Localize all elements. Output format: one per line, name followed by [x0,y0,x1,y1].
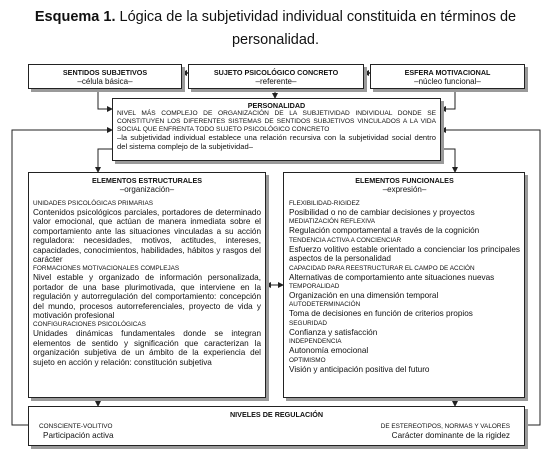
section-head-autodeterminacion: AUTODETERMINACIÓN [289,301,361,309]
section-text-temporalidad: Organización en una dimensión temporal [289,291,439,301]
arrow-esfera-personalidad [441,89,455,109]
niveles-left-text: Participación activa [43,431,114,440]
section-text-seguridad: Confianza y satisfacción [289,327,378,337]
section-head-mediatizacion: MEDIATIZACIÓN REFLEXIVA [289,218,376,226]
niveles-right [381,422,510,440]
niveles-right-head: DE ESTEREOTIPOS, NORMAS Y VALORES [380,423,510,430]
section-head-configuraciones: CONFIGURACIONES PSICOLÓGICAS [33,321,146,329]
section-text-autodeterminacion: Toma de decisiones en función de criterios propios [289,309,473,319]
arrow-personalidad-estructurales [98,149,112,172]
section-head-flexibilidad: FLEXIBILIDAD-RIGIDEZ [289,200,360,207]
section-text-optimismo: Visión y anticipación positiva del futuro [289,364,430,374]
box-sujeto-psicologico [188,64,364,89]
section-head-tendencia: TENDENCIA ACTIVA A CONCIENCIAR [289,236,402,244]
section-head-optimismo: OPTIMISMO [289,356,326,364]
funcionales-subtitle: –expresión– [382,185,427,194]
figure-title-label: Esquema 1. [34,9,116,25]
section-text-configuraciones: Unidades dinámicas fundamentales donde se integran elementos de sentido y significación que caracterizan la organización subjetiva de un ámbito de la experiencia del sujeto en acción y relación: constitución subjetiva [33,329,261,367]
esfera-title: ESFERA MOTIVACIONAL [404,68,491,77]
arrow-personalidad-funcionales [441,149,455,172]
personalidad-definition: NIVEL MÁS COMPLEJO DE ORGANIZACIÓN DE LA SUBJETIVIDAD INDIVIDUAL DONDE SE CONSTITUYEN LOS DIFERENTES SISTEMAS DE SENTIDOS SUBJETIVOS VINCULADOS A LA VIDA SOCIAL QUE ENFRENTA TODO SUJETO PSICOLÓGICO CONCRETO [117,110,436,133]
esfera-subtitle: –núcleo funcional– [414,77,481,86]
section-text-flexibilidad: Posibilidad o no de cambiar decisiones y proyectos [289,208,475,217]
funcionales-title: ELEMENTOS FUNCIONALES [355,176,454,185]
sentidos-subtitle: –célula básica– [77,77,133,86]
section-text-mediatizacion: Regulación comportamental a través de la cognición [289,226,480,236]
sujeto-title: SUJETO PSICOLÓGICO CONCRETO [213,68,339,77]
estructurales-title: ELEMENTOS ESTRUCTURALES [91,176,203,185]
box-sentidos-subjetivos [28,64,182,89]
section-text-tendencia: Esfuerzo volitivo estable orientado a concienciar los principales aspectos de la personalidad [289,244,520,264]
section-head-temporalidad: TEMPORALIDAD [289,283,340,291]
estructurales-subtitle: –organización– [119,185,175,194]
niveles-right-text: Carácter dominante de la rigidez [391,431,510,440]
arrow-sentidos-personalidad [98,89,112,109]
figure-title-line2: personalidad. [231,32,320,48]
figure-title-text: Lógica de la subjetividad individual constituida en términos de [115,9,517,25]
box-niveles-regulacion [28,406,525,446]
section-text-unidades: Contenidos psicológicos parciales, portadores de determinado valor emocional, que actúan de manera inmediata sobre el comportamiento ante las situaciones vinculadas a su acción reguladora: necesidades, motivos, actitudes, intereses, capacidades, conocimientos, habilidades, hábitos y rasgos del carácter [33,208,261,265]
sentidos-title: SENTIDOS SUBJETIVOS [62,68,148,77]
niveles-left [39,422,114,440]
box-esfera-motivacional [370,64,525,89]
section-head-unidades: UNIDADES PSICOLÓGICAS PRIMARIAS [33,200,154,207]
section-text-formaciones: Nivel estable y organizado de información personalizada, portador de una base plurimotivada, que interviene en la regulación y autorregulación del comportamiento: concepción del mundo, procesos autorreferenciales, proyecto de vida y motivación profesional [33,273,261,321]
sujeto-subtitle: –referente– [255,77,297,86]
section-head-seguridad: SEGURIDAD [289,319,327,327]
niveles-left-head: CONSCIENTE-VOLITIVO [39,423,113,430]
section-text-capacidad: Alternativas de comportamiento ante situaciones nuevas [289,272,495,282]
figure-title [0,6,551,52]
section-head-independencia: INDEPENDENCIA [289,338,342,346]
box-elementos-funcionales [283,172,525,398]
box-personalidad [112,98,441,161]
box-elementos-estructurales [28,172,266,398]
section-text-independencia: Autonomía emocional [289,346,369,356]
personalidad-relation: –la subjetividad individual establece una relación recursiva con la subjetividad social dentro del sistema complejo de la subjetividad– [117,133,436,151]
section-head-formaciones: FORMACIONES MOTIVACIONALES COMPLEJAS [33,265,180,273]
niveles-title: NIVELES DE REGULACIÓN [229,410,324,419]
section-head-capacidad: CAPACIDAD PARA REESTRUCTURAR EL CAMPO DE ACCIÓN [289,264,475,272]
personalidad-title: PERSONALIDAD [247,101,306,110]
